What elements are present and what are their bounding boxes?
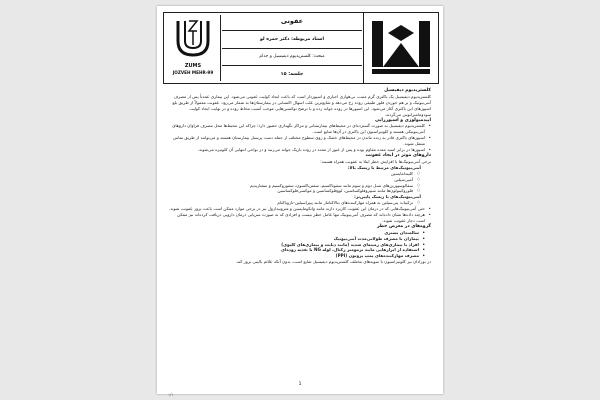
sub-bullet-item: ○ فلوروکینولون‌ها مانند سیپروفلوکساسین، لووفلوکساسین و موکسی‌فلوکساسین: [169, 188, 431, 194]
sub-bullet-item: ○ آمپی‌سیلین: [169, 177, 431, 183]
sub-bullet-item: ○ ترکیبات پنی‌سیلین به همراه مهارکننده‌های بتالاکتاماز مانند پیپراسیلین-تازوباکتام: [169, 200, 431, 206]
section-heading: داروهای موثر در ایجاد عفونت: [365, 152, 431, 158]
document-body: [169, 88, 431, 265]
course-title: عفونی: [222, 13, 362, 31]
bullet-item: • کلستریدیوم دیفیسیل به صورت گسترده‌ای در محیط‌های بیمارستانی و مراکز نگهداری حضور دارد؛ چراکه این محیط‌ها محل مصرف فراوان داروهای آنتی‌بیوتیکی هستند و کلونیزاسیون این باکتری در آن‌ها شایع است.: [169, 123, 431, 135]
document-page: [157, 6, 443, 394]
session-number: جلسه: ۱۵: [280, 72, 304, 77]
paragraph: برخی آنتی‌بیوتیک‌ها با افزایش خطر ابتلا به عفونت همراه هستند:: [320, 158, 431, 164]
paragraph: کلستریدیوم دیفیسیل یک باکتری گرم مثبت، بی‌هوازی اجباری و اسپوردار است که باعث ایجاد کولیت عفونی می‌شود. این بیماری عمدتاً پس از مصرف آنتی‌بیوتیک و بر هم خوردن فلور طبیعی روده رخ می‌دهد و شایع‌ترین علت اسهال اکتسابی در بیمارستان‌ها به شمار می‌رود. عفونت معمولاً از طریق بلع اسپورهای این باکتری آغاز می‌شود. این اسپورها در روده جوانه زده و با ترشح توکسین‌هایی موجب آسیب مخاط روده و در نهایت ایجاد کولیت سودومامبرانوس می‌گردند.: [172, 93, 431, 117]
paragraph: در نوزادان نیز کلونیزاسیون با سویه‌های مختلف کلستریدیوم دیفیسیل شایع است، بدون آنکه علائم بالینی بروز کند.: [235, 259, 431, 265]
header-info-cells: [222, 13, 362, 83]
sub-heading: آنتی‌بیوتیک‌های با ریسک پایین‌تر:: [354, 194, 421, 200]
logo-line-1: ZUMS: [184, 63, 202, 69]
bold-bullet-item: • مصرف مهارکننده‌های پمپ پروتون (PPI): [169, 253, 431, 259]
page-counter: ۱/۱: [168, 392, 174, 397]
bullet-item: • اسپورهای باکتری قادر به زنده ماندن در محیط‌های خشک و روی سطوح مختلف از جمله دست پرسنل بیمارستان هستند و می‌توانند از طریق تماس منتقل شوند.: [169, 135, 431, 147]
bold-bullet-item: • سالمندان بستری: [169, 230, 431, 236]
logo-line-2: JOZVEH MEHR-99: [172, 70, 214, 75]
bold-bullet-item: • استفاده از ابزارهایی مانند ترمومتر رکتال، لوله NG یا تغذیه روده‌ای: [169, 247, 431, 253]
bold-bullet-item: • بیماران با مصرف طولانی‌مدت آنتی‌بیوتیک: [169, 236, 431, 242]
university-emblem-icon: [364, 13, 438, 83]
bullet-item: • هرچند داده‌ها نشان داده‌اند که مصرف آنتی‌بیوتیک تنها عامل خطر نیست و افرادی که به صورت سرپایی درمان دارویی دریافت کرده‌اند نیز ممکن است دچار عفونت شوند.: [169, 212, 431, 224]
section-heading: اپیدمیولوژی و اسپورزایی: [375, 117, 431, 123]
topic: مبحث: کلستریدیوم دیفیسیل و جذام: [222, 49, 362, 66]
sub-heading: آنتی‌بیوتیک‌های مرتبط با ریسک بالا:: [347, 164, 421, 170]
bullet-item: • حتی آنتی‌بیوتیک‌هایی که در درمان این عفونت کاربرد دارند مانند وانکومایسین و مترونیدازول نیز در برخی موارد ممکن است باعث بروز عفونت شوند.: [169, 206, 431, 212]
bold-bullet-item: • افراد با بیماری‌های زمینه‌ای شدید (مانند دیابت و بیماری‌های کلیوی): [169, 242, 431, 248]
document-header: [163, 12, 439, 84]
sub-bullet-item: ○ کلیندامایسین: [169, 171, 431, 177]
zums-emblem-icon: [166, 15, 220, 61]
section-heading: گروه‌های در معرض خطر: [376, 223, 431, 229]
section-heading: کلستریدیوم دیفیسیل: [384, 88, 431, 93]
zums-logo: [166, 15, 221, 81]
bullet-item: • اسپورها در برابر اسید معده مقاوم بوده و پس از عبور از معده در روده باریک جوانه می‌زنند و در نواحی انتهایی آن کلونیزه می‌شوند.: [169, 147, 431, 153]
lecturer: استاد مربوطه: دکتر حمزه لو: [222, 31, 362, 49]
university-logo: [363, 13, 438, 83]
sub-bullet-item: ○ سفالوسپورین‌های نسل دوم و سوم مانند سفوتاکسیم، سفتریاکسون، سفوروکسیم و سفتازیدیم: [169, 183, 431, 189]
page-number: 1: [298, 382, 302, 387]
